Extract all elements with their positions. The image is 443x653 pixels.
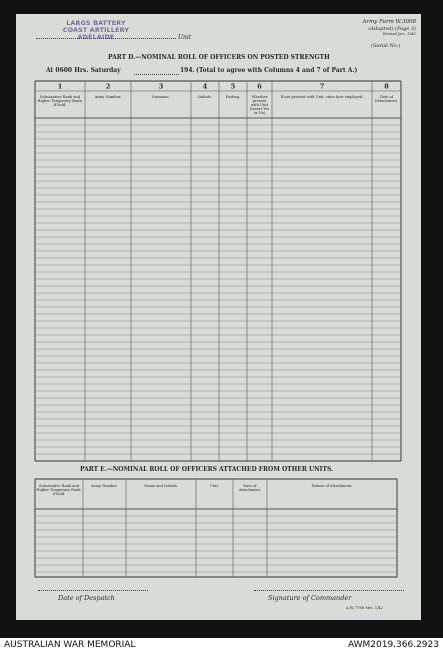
part-d-column-header: Whether present with Unit (Insert Yes or No): [249, 95, 270, 115]
part-e-column-header: Unit.: [209, 484, 220, 488]
archive-reference: AWM2019.366.2923: [347, 640, 439, 650]
part-e-title: PART E.—NOMINAL ROLL OF OFFICERS ATTACHED FROM OTHER UNITS.: [80, 466, 334, 473]
form-line-1: Army Form W.3008: [362, 19, 416, 25]
part-d-column-header: Surname.: [152, 95, 170, 99]
table-headers: [36, 83, 398, 497]
archive-footer: [0, 638, 443, 653]
part-d-column-header: Posting.: [225, 95, 241, 99]
part-d-note: (Total to agree with Columns 4 and 7 of Part A.): [196, 67, 358, 74]
part-d-column-header: If not present with Unit, state how employed.: [280, 95, 364, 99]
part-e-column-header: Name and Initials.: [144, 484, 178, 488]
date-of-despatch-label: Date of Despatch: [58, 594, 115, 602]
part-d-column-number: 5: [230, 82, 236, 91]
part-e-column-header: Nature of Attachment.: [311, 484, 353, 488]
part-d-column-number: 4: [202, 82, 208, 91]
signature-line: [254, 590, 404, 591]
part-d-at-label: At 0600 Hrs. Saturday: [46, 67, 121, 74]
unit-label: Unit: [178, 34, 192, 41]
stamp-line-3: ADELAIDE: [77, 34, 115, 41]
stamp-line-1: LARGS BATTERY: [66, 20, 126, 27]
part-d-year: 194.: [180, 67, 195, 74]
part-d-column-number: 6: [257, 82, 262, 91]
stamp-line-2: COAST ARTILLERY: [62, 27, 130, 34]
part-d-column-header: Substantive Rank and Higher Temporary Rank, if held.: [37, 95, 83, 107]
part-e-table: [35, 479, 397, 577]
part-d-column-number: 7: [319, 82, 325, 91]
part-e-column-header: Date of Attachment.: [238, 484, 262, 492]
archive-name: AUSTRALIAN WAR MEMORIAL: [4, 640, 136, 650]
part-d-title: PART D.—NOMINAL ROLL OF OFFICERS ON POSTED STRENGTH: [108, 54, 330, 61]
part-d-column-header: Date of Detachment.: [374, 95, 399, 103]
form-line-3: Revised Jan., 1942: [382, 31, 416, 36]
form-sheet: [16, 14, 421, 620]
part-d-column-number: 8: [384, 82, 389, 91]
part-d-table: [35, 81, 401, 461]
despatch-line: [38, 590, 148, 591]
part-d-column-header: Initials.: [198, 95, 212, 99]
serial-number: (Serial No.): [371, 43, 401, 49]
part-d-column-number: 2: [105, 82, 111, 91]
part-d-column-number: 1: [57, 82, 63, 91]
part-e-column-header: Substantive Rank and Higher Temporary Rank, if held.: [36, 484, 82, 496]
form-line-2: (Adapted) (Page 3): [368, 25, 416, 32]
part-d-column-number: 3: [158, 82, 164, 91]
signature-label: Signature of Commander: [268, 594, 352, 602]
part-d-column-header: Army Number.: [94, 95, 122, 99]
printer-imprint: A.W. 7706 Mrs. 1/42: [346, 606, 383, 610]
part-e-column-header: Army Number.: [91, 484, 118, 488]
form-grid: [16, 14, 421, 620]
